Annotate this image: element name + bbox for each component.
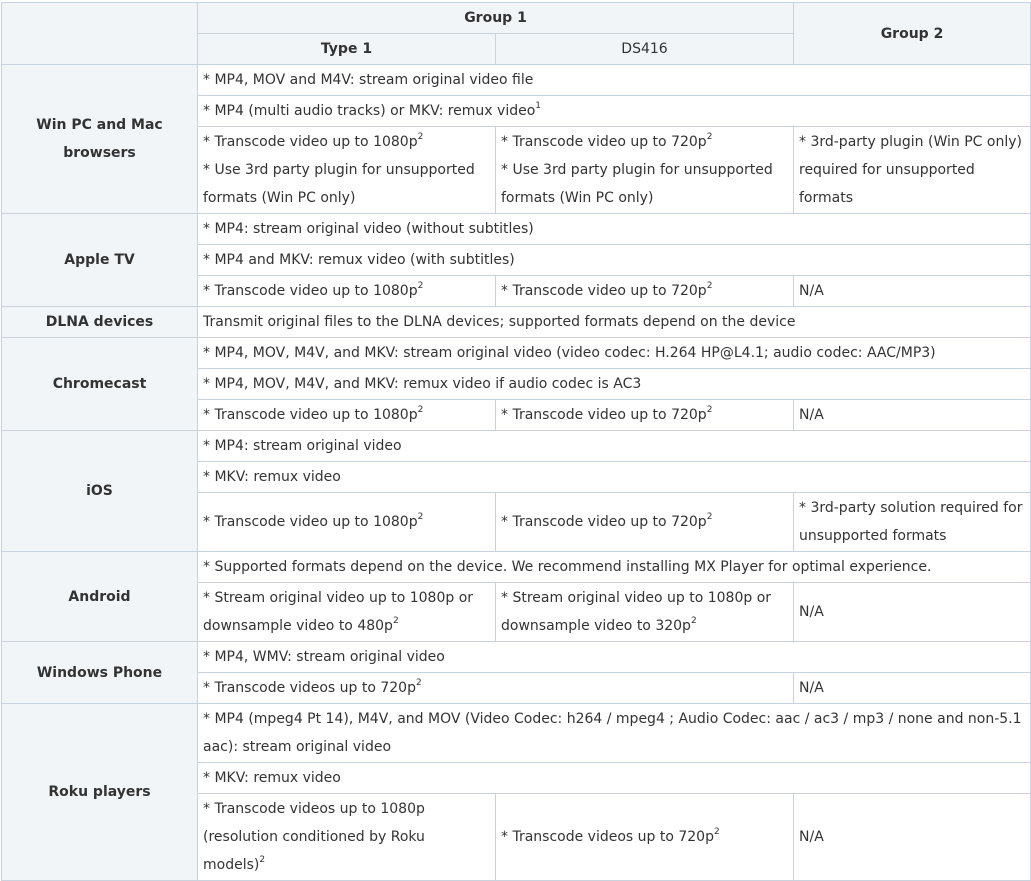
android-type1-cell	[198, 583, 496, 642]
roku-stream-cell: * MP4 (mpeg4 Pt 14), M4V, and MOV (Video Codec: h264 / mpeg4 ; Audio Codec: aac / ac3 / mp3 / none and non-5.1 aac): stream original video	[198, 704, 1031, 763]
header-corner-cell	[2, 3, 198, 65]
winpc-type1-plugin: * Use 3rd party plugin for unsupported formats (Win PC only)	[203, 162, 475, 206]
chromecast-remux-cell: * MP4, MOV, M4V, and MKV: remux video if audio codec is AC3	[198, 369, 1031, 400]
footnote-2: 2	[417, 512, 424, 523]
winpc-remux-cell	[198, 96, 1031, 127]
chromecast-type1-cell	[198, 400, 496, 431]
android-supported-cell: * Supported formats depend on the device. We recommend installing MX Player for optimal experience.	[198, 552, 1031, 583]
platform-chromecast: Chromecast	[2, 338, 198, 431]
footnote-2: 2	[706, 281, 713, 292]
chromecast-ds416-cell	[496, 400, 794, 431]
android-ds416-cell	[496, 583, 794, 642]
table-row	[2, 307, 1031, 338]
winphone-group2-cell: N/A	[794, 673, 1031, 704]
platform-dlna: DLNA devices	[2, 307, 198, 338]
winpc-type1-transcode: * Transcode video up to 1080p	[203, 134, 418, 150]
roku-ds416-cell	[496, 794, 794, 881]
footnote-2: 2	[417, 405, 424, 416]
platform-ios: iOS	[2, 431, 198, 552]
platform-winphone: Windows Phone	[2, 642, 198, 704]
winpc-ds416-transcode: * Transcode video up to 720p	[501, 134, 707, 150]
footnote-2: 2	[259, 855, 266, 866]
appletv-stream-cell: * MP4: stream original video (without subtitles)	[198, 214, 1031, 245]
platform-winpc: Win PC and Mac browsers	[2, 65, 198, 214]
winpc-ds416-cell	[496, 127, 794, 214]
roku-remux-cell: * MKV: remux video	[198, 763, 1031, 794]
roku-group2-cell: N/A	[794, 794, 1031, 881]
ios-type1-cell	[198, 493, 496, 552]
footnote-2: 2	[415, 678, 422, 689]
footnote-2: 2	[706, 132, 713, 143]
footnote-2: 2	[417, 132, 424, 143]
header-group2: Group 2	[794, 3, 1031, 65]
header-type1: Type 1	[198, 34, 496, 65]
ios-ds416-text: * Transcode video up to 720p	[501, 514, 707, 530]
platform-roku: Roku players	[2, 704, 198, 881]
roku-type1-text: * Transcode videos up to 1080p (resolution conditioned by Roku models)	[203, 801, 425, 873]
table-row	[2, 642, 1031, 673]
footnote-2: 2	[706, 405, 713, 416]
ios-stream-cell: * MP4: stream original video	[198, 431, 1031, 462]
footnote-2: 2	[713, 827, 720, 838]
appletv-remux-cell: * MP4 and MKV: remux video (with subtitles)	[198, 245, 1031, 276]
appletv-type1-text: * Transcode video up to 1080p	[203, 283, 418, 299]
appletv-type1-cell	[198, 276, 496, 307]
android-ds416-text: * Stream original video up to 1080p or downsample video to 320p	[501, 590, 772, 634]
winpc-remux-text: * MP4 (multi audio tracks) or MKV: remux video	[203, 103, 536, 119]
table-row	[2, 431, 1031, 462]
chromecast-ds416-text: * Transcode video up to 720p	[501, 407, 707, 423]
winpc-group2-cell: * 3rd-party plugin (Win PC only) required for unsupported formats	[794, 127, 1031, 214]
chromecast-type1-text: * Transcode video up to 1080p	[203, 407, 418, 423]
table-row	[2, 338, 1031, 369]
appletv-ds416-cell	[496, 276, 794, 307]
platform-android: Android	[2, 552, 198, 642]
table-row	[2, 65, 1031, 96]
ios-group2-cell: * 3rd-party solution required for unsupported formats	[794, 493, 1031, 552]
footnote-2: 2	[690, 616, 697, 627]
roku-ds416-text: * Transcode videos up to 720p	[501, 829, 714, 845]
android-type1-text: * Stream original video up to 1080p or downsample video to 480p	[203, 590, 474, 634]
winpc-type1-cell	[198, 127, 496, 214]
footnote-2: 2	[706, 512, 713, 523]
winphone-group1-cell	[198, 673, 794, 704]
footnote-1: 1	[535, 101, 542, 112]
table-row	[2, 552, 1031, 583]
ios-ds416-cell	[496, 493, 794, 552]
android-group2-cell: N/A	[794, 583, 1031, 642]
table-row	[2, 214, 1031, 245]
chromecast-group2-cell: N/A	[794, 400, 1031, 431]
header-ds416: DS416	[496, 34, 794, 65]
footnote-2: 2	[392, 616, 399, 627]
platform-appletv: Apple TV	[2, 214, 198, 307]
chromecast-stream-cell: * MP4, MOV, M4V, and MKV: stream original video (video codec: H.264 HP@L4.1; audio codec: AAC/MP3)	[198, 338, 1031, 369]
compatibility-table	[1, 2, 1031, 881]
dlna-cell: Transmit original files to the DLNA devices; supported formats depend on the device	[198, 307, 1031, 338]
header-group1: Group 1	[198, 3, 794, 34]
winphone-group1-text: * Transcode videos up to 720p	[203, 680, 416, 696]
winpc-ds416-plugin: * Use 3rd party plugin for unsupported formats (Win PC only)	[501, 162, 773, 206]
appletv-ds416-text: * Transcode video up to 720p	[501, 283, 707, 299]
footnote-2: 2	[417, 281, 424, 292]
roku-type1-cell	[198, 794, 496, 881]
winpc-stream-cell: * MP4, MOV and M4V: stream original video file	[198, 65, 1031, 96]
ios-remux-cell: * MKV: remux video	[198, 462, 1031, 493]
ios-type1-text: * Transcode video up to 1080p	[203, 514, 418, 530]
winphone-stream-cell: * MP4, WMV: stream original video	[198, 642, 1031, 673]
table-row	[2, 704, 1031, 763]
appletv-group2-cell: N/A	[794, 276, 1031, 307]
